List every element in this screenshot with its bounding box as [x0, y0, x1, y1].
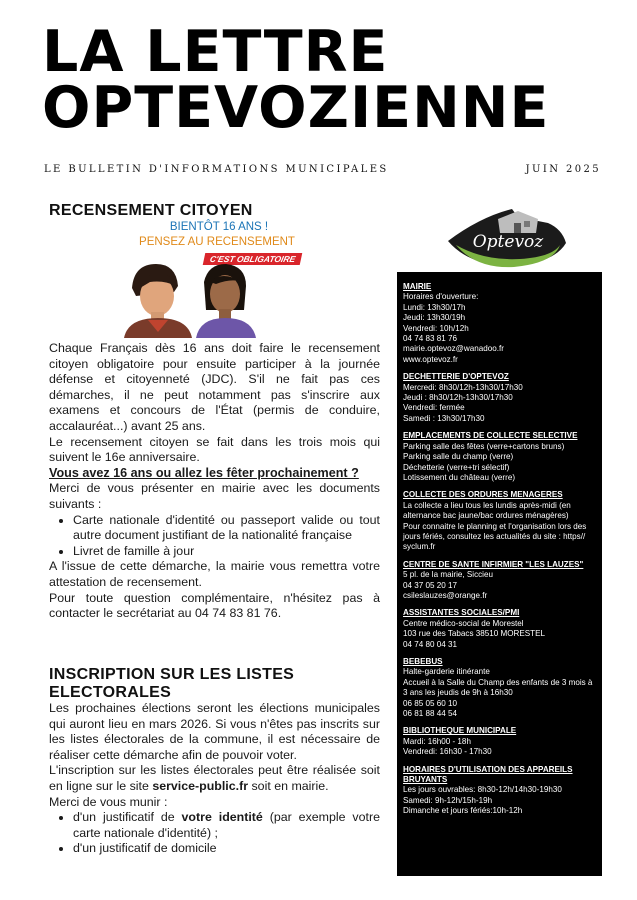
sidebar-section-bibliotheque [403, 726, 596, 757]
sidebar-line: Vendredi: fermée [403, 403, 465, 413]
sidebar-section-ordures [403, 490, 596, 552]
list-item: • Livret de famille à jour [73, 544, 380, 560]
service-public-link[interactable]: service-public.fr [152, 778, 249, 793]
sidebar-line: 103 rue des Tabacs 38510 MORESTEL [403, 629, 546, 639]
inscription-how-start: L'inscription sur les listes électorales peut être réalisée soit en ligne sur le site [49, 763, 380, 793]
sidebar-line: Vendredi: 16h30 - 17h30 [403, 747, 492, 757]
sidebar-line: Vendredi: 10h/12h [403, 323, 469, 333]
optevoz-logo [440, 203, 575, 271]
bullet-text-end: (par exemple votre carte nationale d'identité) ; [73, 810, 380, 840]
teenagers-illustration [104, 220, 314, 338]
sidebar-line: Mercredi: 8h30/12h-13h30/17h30 [403, 382, 523, 392]
recensement-delay: Le recensement citoyen se fait dans les trois mois qui suivent le 16e anniversaire. [49, 434, 380, 465]
list-item [73, 810, 380, 841]
sidebar-line: Parking salle du champ (verre) [403, 452, 514, 462]
sidebar-line: 5 pl. de la mairie, Siccieu [403, 570, 493, 580]
sidebar-section-bruit [403, 765, 596, 817]
sidebar-section-title: COLLECTE DES ORDURES MENAGERES [403, 490, 563, 500]
inscription-heading-line-2: ELECTORALES [49, 684, 172, 701]
sidebar-line: Parking salle des fêtes (verre+cartons bruns) [403, 441, 565, 451]
title-line-2: OPTEVOZIENNE [42, 75, 550, 141]
sidebar-line: Accueil à la Salle du Champ des enfants de 3 mois à 3 ans les jeudis de 9h à 16h30 [403, 677, 593, 698]
sidebar-line: Déchetterie (verre+tri sélectif) [403, 462, 510, 472]
title-line-1: LA LETTRE [42, 19, 389, 85]
sidebar-line: Halte-garderie itinérante [403, 667, 490, 677]
bulletin-subtitle: LE BULLETIN D'INFORMATIONS MUNICIPALES [44, 164, 389, 175]
recensement-contact: Pour toute question complémentaire, n'hésitez pas à contacter le secrétariat au 04 74 83 81 76. [49, 590, 380, 621]
bullet-text-bold: votre identité [181, 810, 263, 825]
sidebar-line: Mardi: 16h00 - 18h [403, 736, 471, 746]
sidebar-line: Jeudi : 8h30/12h-13h30/17h30 [403, 393, 513, 403]
sidebar-section-assistantes [403, 608, 596, 650]
recensement-attestation: A l'issue de cette démarche, la mairie vous remettra votre attestation de recensement. [49, 559, 380, 589]
recensement-documents-intro: Merci de vous présenter en mairie avec les documents suivants : [49, 481, 380, 511]
sidebar-line: La collecte a lieu tous les lundis après-midi (en alternance bac jaune/bac ordures ménagères) [403, 500, 571, 521]
sidebar-line: Centre médico-social de Morestel [403, 618, 524, 628]
sidebar-line: 04 37 05 20 17 [403, 580, 458, 590]
sidebar-line: Samedi: 9h-12h/15h-19h [403, 795, 493, 805]
poster-badge: C'EST OBLIGATOIRE [203, 253, 303, 265]
newsletter-title [42, 19, 550, 141]
sidebar-section-title: DECHETTERIE D'OPTEVOZ [403, 372, 509, 382]
inscription-how-end: soit en mairie. [248, 778, 329, 793]
sidebar-section-centre-sante [403, 560, 596, 602]
documents-list [49, 513, 380, 560]
sidebar-line: 06 81 88 44 54 [403, 709, 458, 719]
sidebar-line: Les jours ouvrables: 8h30-12h/14h30-19h30 [403, 785, 562, 795]
issue-date: JUIN 2025 [525, 164, 601, 175]
inscription-how [49, 763, 380, 794]
mairie-website-link[interactable]: www.optevoz.fr [403, 354, 458, 364]
sidebar-section-title: ASSISTANTES SOCIALES/PMI [403, 608, 520, 618]
inscription-body [49, 701, 380, 857]
sidebar-section-title: MAIRIE [403, 282, 432, 291]
recensement-poster [104, 220, 314, 338]
list-item: • Carte nationale d'identité ou passeport valide ou tout autre document justifiant de la nationalité française [73, 513, 380, 544]
sidebar-section-mairie [403, 282, 596, 365]
sidebar-line: Pour connaitre le planning et l'organisation lors des jours fériés, consultez les actualités du site : https// syclum.fr [403, 521, 587, 552]
recensement-heading: RECENSEMENT CITOYEN [49, 202, 253, 219]
sidebar-line: Lotissement du château (verre) [403, 472, 516, 482]
sidebar-section-title: HORAIRES D'UTILISATION DES APPAREILS BRUYANTS [403, 764, 573, 785]
sidebar-section-collecte-selective [403, 431, 596, 483]
sidebar-section-title: EMPLACEMENTS DE COLLECTE SELECTIVE [403, 431, 578, 441]
subheader [44, 164, 601, 175]
recensement-question: Vous avez 16 ans ou allez les fêter prochainement ? [49, 465, 359, 480]
inscription-documents-intro: Merci de vous munir : [49, 794, 168, 809]
sidebar-section-title: BEBEBUS [403, 657, 443, 666]
centre-sante-email-link[interactable]: csileslauzes@orange.fr [403, 590, 488, 600]
poster-line-2: PENSEZ AU RECENSEMENT [139, 236, 295, 248]
inscription-documents-list [49, 810, 380, 857]
sidebar-line: 04 74 80 04 31 [403, 639, 458, 649]
sidebar-line: Horaires d'ouverture: [403, 292, 479, 302]
sidebar-line: Jeudi: 13h30/19h [403, 313, 466, 323]
info-sidebar [397, 272, 602, 876]
inscription-intro: Les prochaines élections seront les élections municipales qui auront lieu en mars 2026. Si vous n'êtes pas inscrits sur les listes électorales de la commune, il est nécessaire de réaliser cette démarche afin de pouvoir voter. [49, 701, 380, 762]
sidebar-section-bebebus [403, 657, 596, 719]
recensement-intro: Chaque Français dès 16 ans doit faire le recensement citoyen obligatoire pour ensuite participer à la journée défense et citoyenneté (JDC). S'il ne fait pas ces démarches, il ne peut notamment pas s'inscrire aux examens et concours de l'État (permis de conduire, accalauréat...) avant 25 ans. [49, 341, 380, 433]
recensement-body [49, 341, 380, 622]
sidebar-line: Lundi: 13h30/17h [403, 302, 466, 312]
sidebar-line: 04 74 83 81 76 [403, 334, 458, 344]
bullet-text-start: d'un justificatif de [73, 810, 182, 825]
logo-text: Optevoz [472, 232, 544, 252]
sidebar-line: Samedi : 13h30/17h30 [403, 413, 485, 423]
inscription-heading [49, 666, 294, 702]
sidebar-section-dechetterie [403, 372, 596, 424]
sidebar-section-title: CENTRE DE SANTE INFIRMIER "LES LAUZES" [403, 559, 584, 569]
sidebar-line: Dimanche et jours fériés:10h-12h [403, 806, 523, 816]
list-item: • d'un justificatif de domicile [73, 841, 380, 857]
mairie-email-link[interactable]: mairie.optevoz@wanadoo.fr [403, 344, 504, 354]
sidebar-section-title: BIBLIOTHEQUE MUNICIPALE [403, 726, 517, 736]
inscription-heading-line-1: INSCRIPTION SUR LES LISTES [49, 666, 295, 683]
poster-line-1: BIENTÔT 16 ANS ! [169, 221, 269, 233]
sidebar-line: 06 85 05 60 10 [403, 698, 458, 708]
